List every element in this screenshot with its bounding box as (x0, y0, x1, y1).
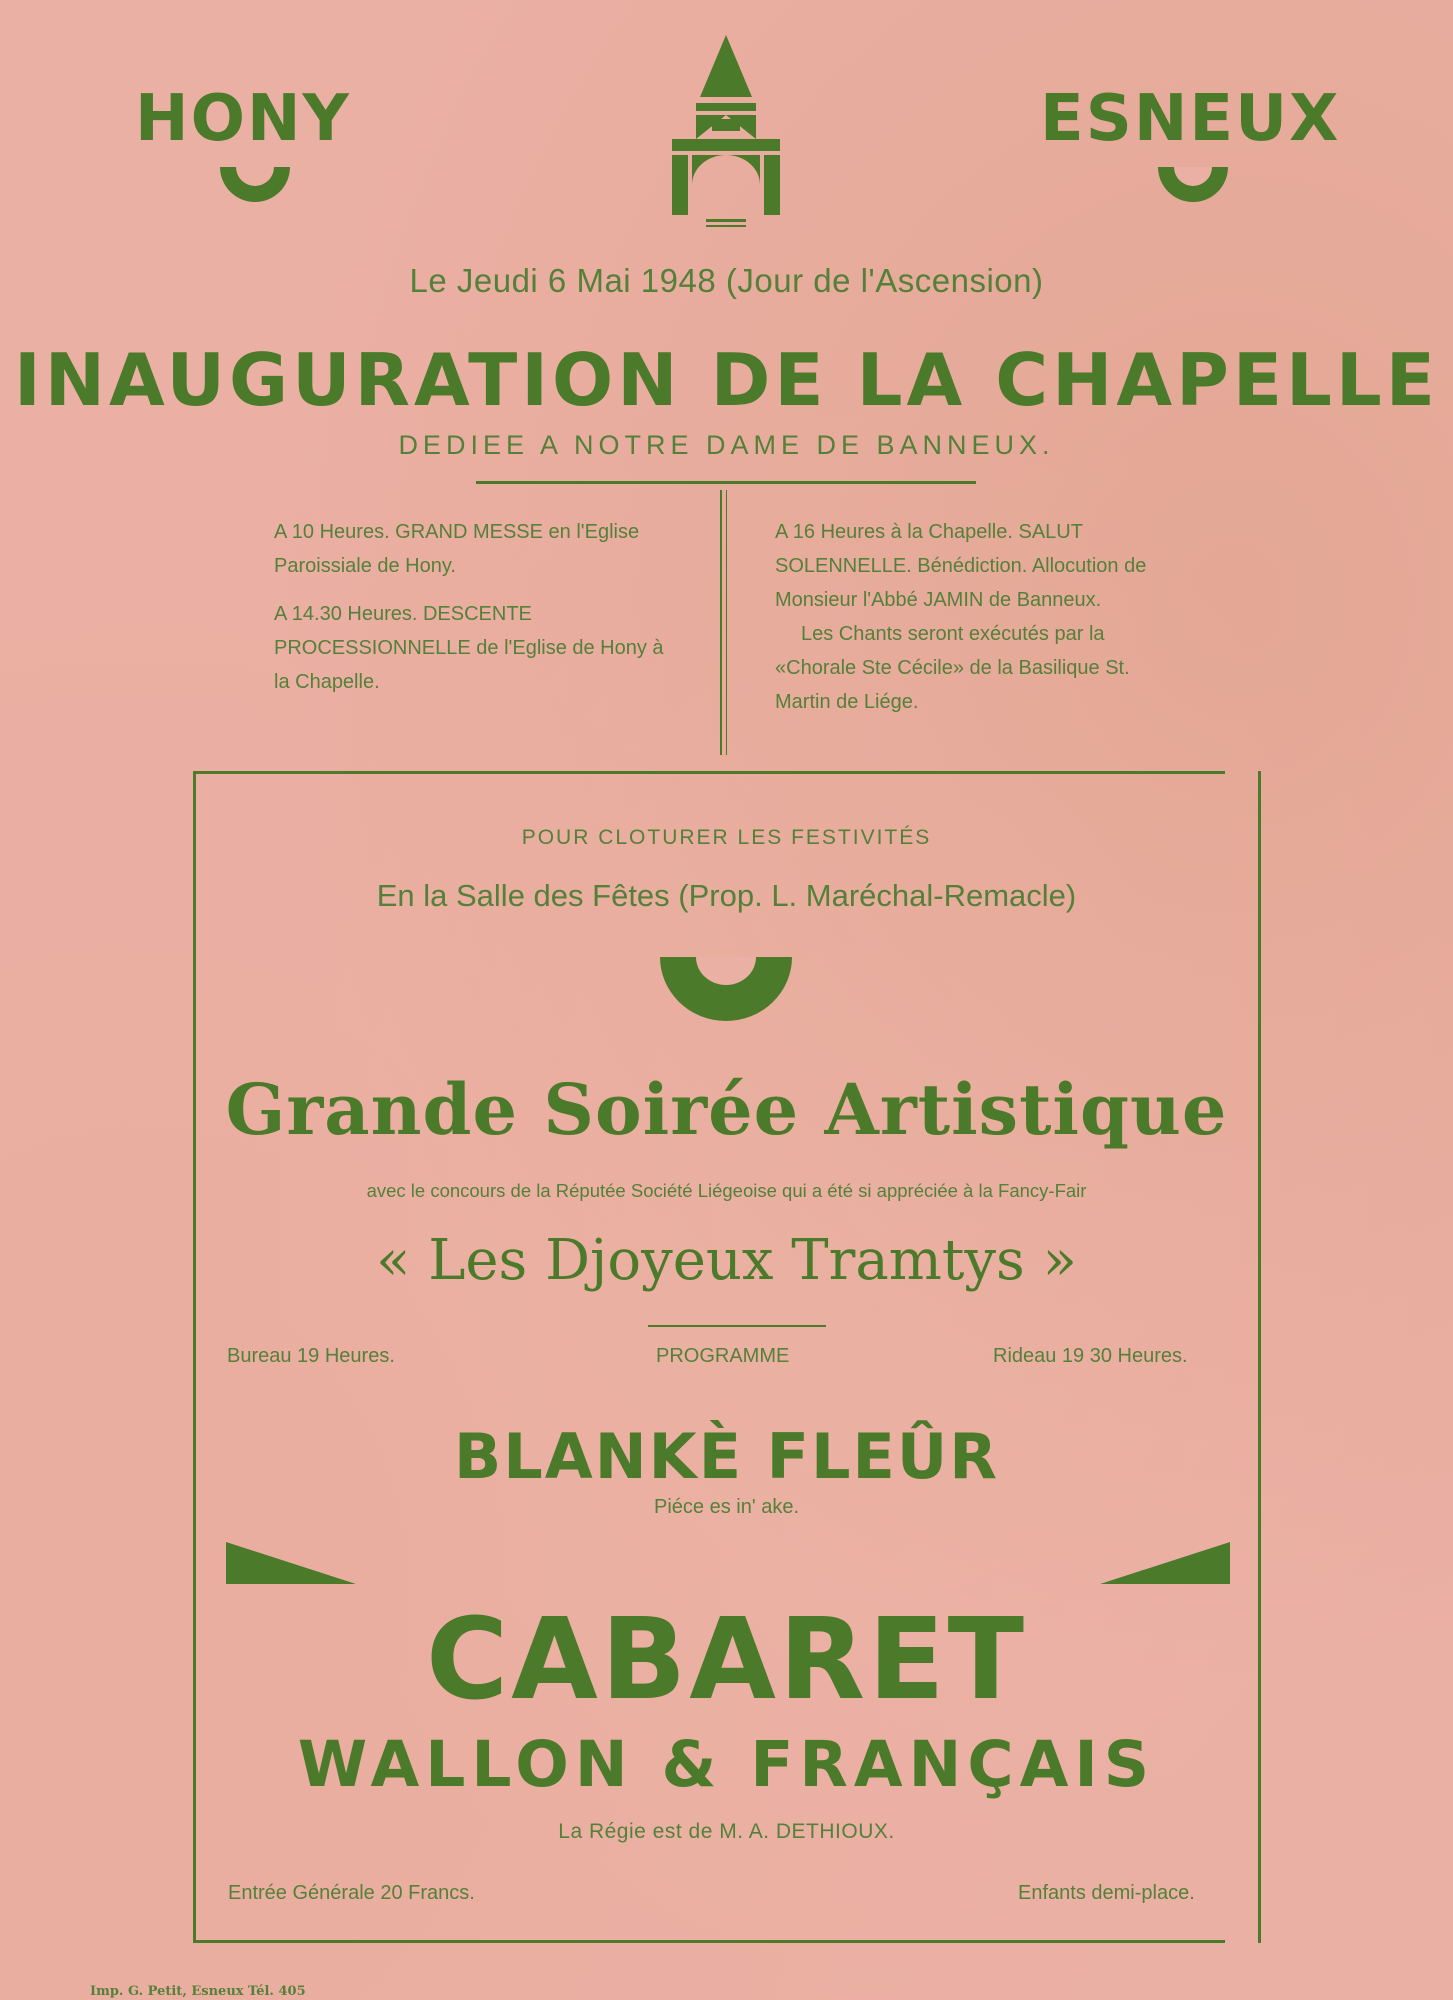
play-subtitle: Piéce es in' ake. (653, 1496, 799, 1518)
half-disc-ornament-right (1158, 165, 1228, 205)
town-hony: HONY (135, 82, 351, 156)
troupe-name: « Les Djoyeux Tramtys » (376, 1228, 1077, 1293)
soiree-title: Grande Soirée Artistique (225, 1068, 1228, 1151)
venue-line: En la Salle des Fêtes (Prop. L. Maréchal-Remacle) (376, 878, 1077, 913)
cabaret-subtitle: WALLON & FRANÇAIS (297, 1728, 1156, 1801)
closing-line: POUR CLOTURER LES FESTIVITÉS (521, 826, 932, 849)
schedule-item-mass: A 10 Heures. GRAND MESSE en l'Eglise Paroissiale de Hony. (274, 521, 640, 577)
dedication-line: DEDIEE A NOTRE DAME DE BANNEUX. (398, 430, 1055, 460)
programme-label: PROGRAMME (656, 1345, 790, 1367)
printer-imprint: Imp. G. Petit, Esneux Tél. 405 (90, 1984, 306, 1999)
bureau-time: Bureau 19 Heures. (227, 1345, 395, 1367)
event-date-line: Le Jeudi 6 Mai 1948 (Jour de l'Ascension) (409, 262, 1044, 299)
frame-top (193, 771, 1225, 774)
half-disc-ornament-left (220, 165, 290, 205)
wedge-ornament-left (226, 1542, 356, 1586)
regie-line: La Régie est de M. A. DETHIOUX. (558, 1820, 895, 1843)
frame-bottom (193, 1940, 1225, 1943)
schedule-item-salut: A 16 Heures à la Chapelle. SALUT SOLENNELLE. Bénédiction. Allocution de Monsieur l'Abbé JAMIN de Banneux. (775, 521, 1147, 611)
schedule-item-chants: Les Chants seront exécutés par la «Chorale Ste Cécile» de la Basilique St. Martin de Liége. (775, 623, 1130, 713)
play-title: BLANKÈ FLEÛR (454, 1420, 999, 1493)
divider-middle (648, 1325, 826, 1327)
cabaret-title: CABARET (425, 1595, 1028, 1725)
divider-vertical (720, 490, 722, 755)
children-price: Enfants demi-place. (1018, 1882, 1195, 1904)
entry-price: Entrée Générale 20 Francs. (228, 1882, 475, 1904)
page-title: INAUGURATION DE LA CHAPELLE (14, 338, 1439, 422)
town-esneux: ESNEUX (1040, 82, 1341, 156)
rideau-time: Rideau 19 30 Heures. (993, 1345, 1188, 1367)
schedule-item-procession: A 14.30 Heures. DESCENTE PROCESSIONNELLE de l'Eglise de Hony à la Chapelle. (274, 603, 664, 693)
half-disc-ornament-center (660, 955, 792, 1021)
wedge-ornament-right (1100, 1542, 1230, 1586)
schedule-left (274, 515, 682, 713)
concours-line: avec le concours de la Réputée Société Liégeoise qui a été si appréciée à la Fancy-Fair (366, 1180, 1087, 1201)
chapel-icon (672, 35, 780, 235)
divider-top (476, 481, 976, 484)
divider-vertical-thin (726, 490, 727, 755)
schedule-right (775, 515, 1185, 733)
